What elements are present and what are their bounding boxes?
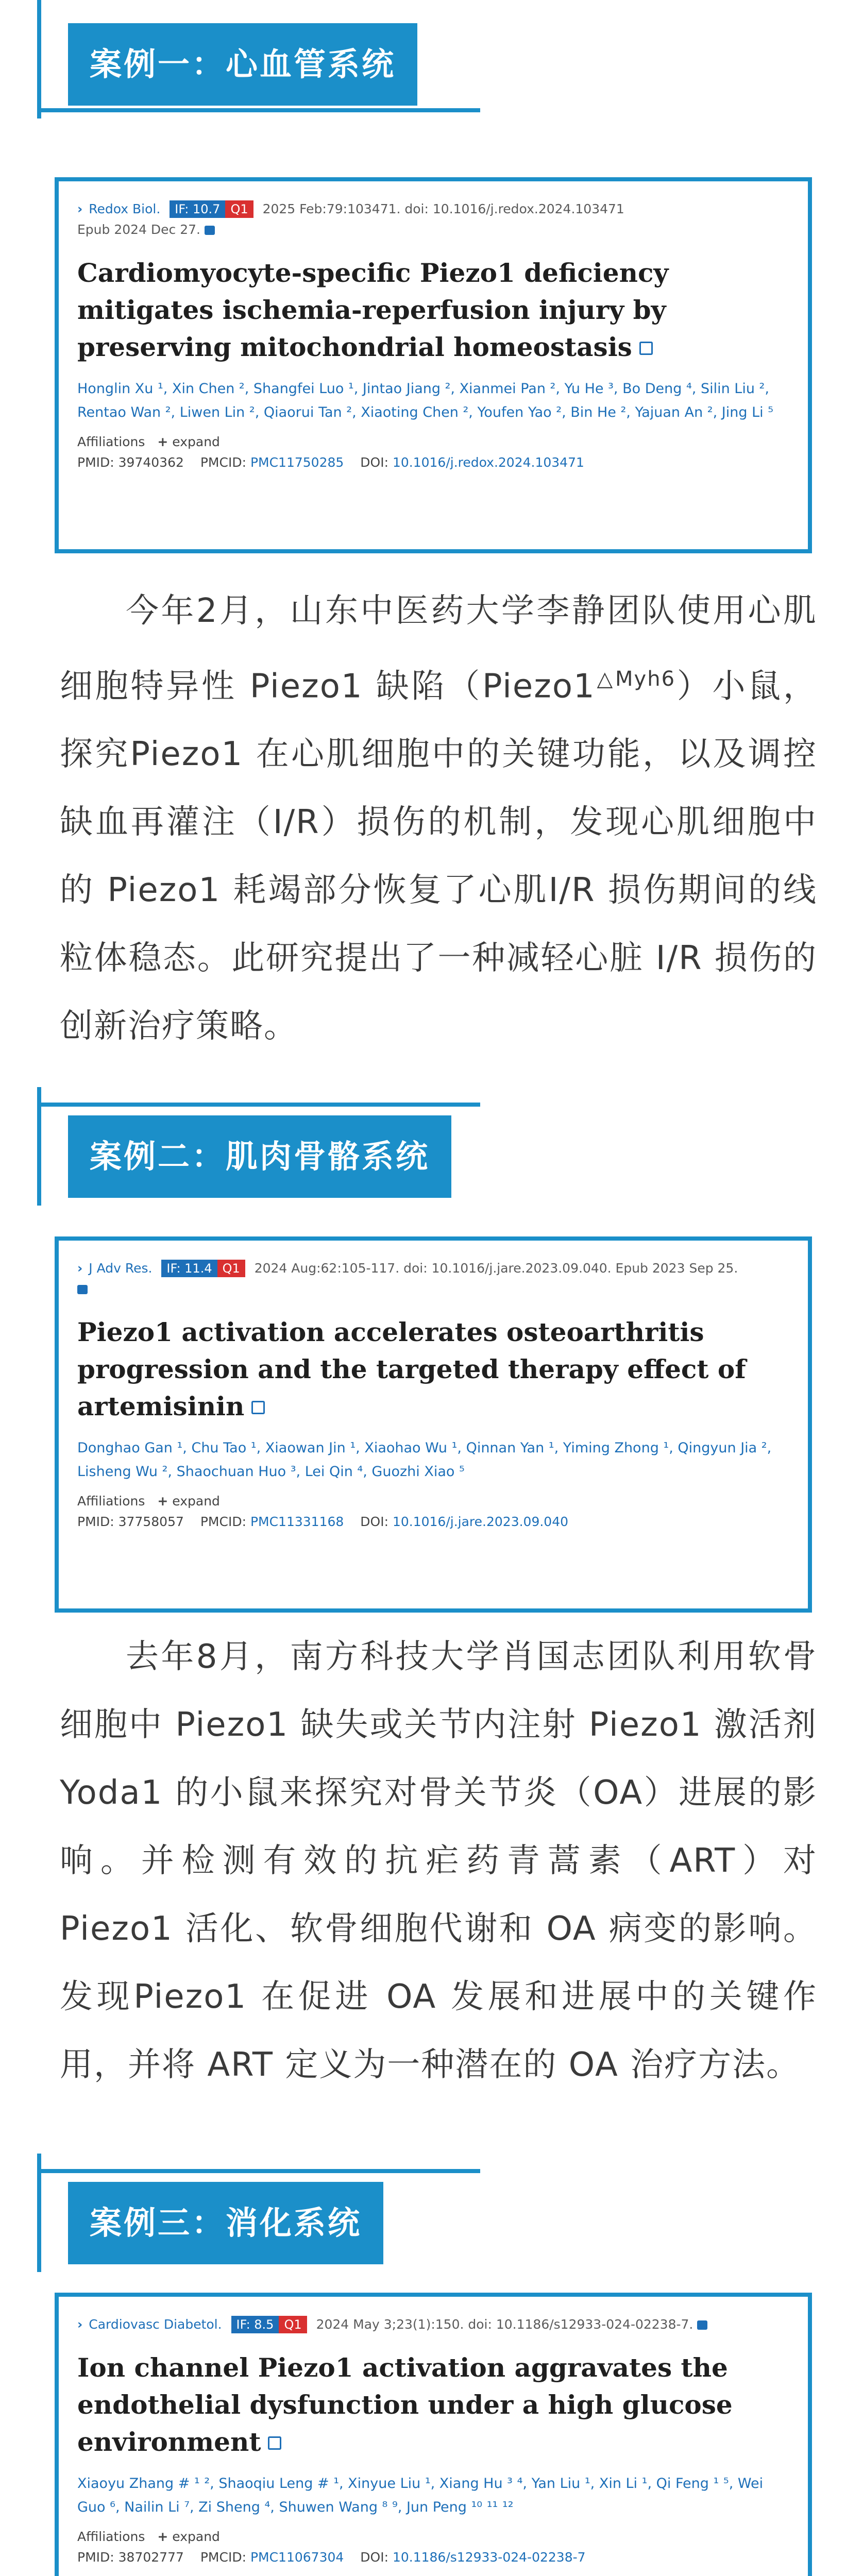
case-1-paragraph: 今年2月，山东中医药大学李静团队使用心肌细胞特异性 Piezo1 缺陷$(Piezo1^{\triangle Myh6})$小鼠，探究Piezo1 在心肌细胞中的关键功能，以及调控缺血再灌注（I/R）损伤的机制，发现心肌细胞中的 Piezo1 耗竭部分恢复了心肌I/R 损伤期间的线粒体稳态。此研究提出了一种减轻心脏 I/R 损伤的创新治疗策略。 (60, 592, 818, 1046)
header-accent-line (37, 0, 41, 118)
citation-meta (77, 2314, 788, 2335)
citation-text: 2025 Feb:79:103471. doi: 10.1016/j.redox.2024.103471 (262, 201, 624, 216)
pmcid-link[interactable]: PMC11750285 (250, 455, 344, 470)
journal-link[interactable]: Redox Biol. (89, 201, 161, 216)
doi-label: DOI: (360, 455, 388, 470)
paper-title-text[interactable]: Ion channel Piezo1 activation aggravates the endothelial dysfunction under a high glucose environment (77, 2352, 733, 2457)
doi-link[interactable]: 10.1016/j.jare.2023.09.040 (392, 1514, 569, 1529)
case-1-header (0, 0, 863, 118)
journal-link[interactable]: J Adv Res. (89, 1261, 153, 1276)
epub-text: Epub 2024 Dec 27. (77, 222, 200, 237)
doi-label: DOI: (360, 1514, 388, 1529)
paper-title[interactable] (77, 2349, 788, 2461)
plus-icon[interactable]: + (157, 434, 168, 449)
quartile-badge: Q1 (279, 2316, 307, 2333)
case-3-title: 案例三：消化系统 (68, 2182, 383, 2264)
copy-icon[interactable] (268, 2436, 281, 2450)
pmcid-link[interactable]: PMC11331168 (250, 1514, 344, 1529)
chevron-right-icon: › (77, 1261, 83, 1276)
header-accent-line (37, 108, 480, 112)
expand-link[interactable]: expand (172, 434, 220, 449)
identifiers-row (77, 452, 788, 473)
affiliations-label: Affiliations (77, 2529, 145, 2544)
doi-link[interactable]: 10.1016/j.redox.2024.103471 (392, 455, 584, 470)
author-list[interactable]: Xiaoyu Zhang # ¹ ², Shaoqiu Leng # ¹, Xinyue Liu ¹, Xiang Hu ³ ⁴, Yan Liu ¹, Xin Li ¹, Qi Feng ¹ ⁵, Wei Guo ⁶, Nailin Li ⁷, Zi Sheng ⁴, Shuwen Wang ⁸ ⁹, Jun Peng ¹⁰ ¹¹ ¹² (77, 2476, 764, 2515)
case-1-citation-card (55, 177, 812, 553)
paper-title[interactable] (77, 1314, 788, 1425)
case-2-header (0, 1087, 863, 1206)
chevron-right-icon: › (77, 201, 83, 216)
citation-meta (77, 199, 788, 219)
pmid: PMID: 39740362 (77, 455, 184, 470)
identifiers-row (77, 1512, 788, 1532)
expand-link[interactable]: expand (172, 1494, 220, 1509)
affiliations-row (77, 432, 788, 452)
pmcid-label: PMCID: (200, 1514, 246, 1529)
affiliations-row (77, 2527, 788, 2547)
pmcid-label: PMCID: (200, 455, 246, 470)
header-accent-line (37, 1103, 480, 1107)
doi-label: DOI: (360, 2550, 388, 2565)
author-list[interactable]: Donghao Gan ¹, Chu Tao ¹, Xiaowan Jin ¹, Xiaohao Wu ¹, Qinnan Yan ¹, Yiming Zhong ¹, Qingyun Jia ², Lisheng Wu ², Shaochuan Huo ³, Lei Qin ⁴, Guozhi Xiao ⁵ (77, 1440, 772, 1480)
pmcid-label: PMCID: (200, 2550, 246, 2565)
case-2-title: 案例二：肌肉骨骼系统 (68, 1115, 451, 1198)
journal-link[interactable]: Cardiovasc Diabetol. (89, 2317, 222, 2332)
author-list[interactable]: Honglin Xu ¹, Xin Chen ², Shangfei Luo ¹, Jintao Jiang ², Xianmei Pan ², Yu He ³, Bo Deng ⁴, Silin Liu ², Rentao Wan ², Liwen Lin ², Qiaorui Tan ², Xiaoting Chen ², Youfen Yao ², Bin He ², Yajuan An ², Jing Li ⁵ (77, 381, 774, 420)
citation-meta (77, 1258, 788, 1279)
pmid: PMID: 37758057 (77, 1514, 184, 1529)
citation-text: 2024 Aug:62:105-117. doi: 10.1016/j.jare.2023.09.040. Epub 2023 Sep 25. (254, 1261, 738, 1276)
lock-icon (205, 226, 215, 235)
case-2-citation-card (55, 1236, 812, 1613)
citation-text: 2024 May 3;23(1):150. doi: 10.1186/s12933-024-02238-7. (316, 2317, 693, 2332)
expand-link[interactable]: expand (172, 2529, 220, 2544)
pmid: PMID: 38702777 (77, 2550, 184, 2565)
quartile-badge: Q1 (217, 1260, 245, 1277)
epub-line (77, 219, 788, 240)
lock-icon (77, 1285, 88, 1294)
pmcid-link[interactable]: PMC11067304 (250, 2550, 344, 2565)
case-1-title: 案例一：心血管系统 (68, 23, 417, 106)
paper-title-text[interactable]: Cardiomyocyte-specific Piezo1 deficiency mitigates ischemia-reperfusion injury by preserving mitochondrial homeostasis (77, 258, 669, 362)
affiliations-label: Affiliations (77, 1494, 145, 1509)
paper-title-text[interactable]: Piezo1 activation accelerates osteoarthritis progression and the targeted therapy effect of artemisinin (77, 1317, 746, 1421)
impact-factor-badge: IF: 10.7 (170, 200, 225, 218)
plus-icon[interactable]: + (157, 2529, 168, 2544)
copy-icon[interactable] (639, 342, 653, 355)
case-3-citation-card (55, 2293, 812, 2576)
affiliations-row (77, 1491, 788, 1512)
doi-link[interactable]: 10.1186/s12933-024-02238-7 (392, 2550, 586, 2565)
chevron-right-icon: › (77, 2317, 83, 2332)
case-2-paragraph: 去年8月，南方科技大学肖国志团队利用软骨细胞中 Piezo1 缺失或关节内注射 Piezo1 激活剂 Yoda1 的小鼠来探究对骨关节炎（OA）进展的影响。并检测有效的抗疟药青蒿素（ART）对 Piezo1 活化、软骨细胞代谢和 OA 病变的影响。发现Piezo1 在促进 OA 发展和进展中的关键作用，并将 ART 定义为一种潜在的 OA 治疗方法。 (60, 1638, 817, 2084)
impact-factor-badge: IF: 11.4 (161, 1260, 217, 1277)
quartile-badge: Q1 (225, 200, 253, 218)
epub-line (77, 1279, 788, 1299)
impact-factor-badge: IF: 8.5 (231, 2316, 279, 2333)
affiliations-label: Affiliations (77, 434, 145, 449)
copy-icon[interactable] (251, 1401, 265, 1414)
lock-icon (697, 2320, 707, 2330)
plus-icon[interactable]: + (157, 1494, 168, 1509)
case-3-header (0, 2154, 863, 2272)
header-accent-line (37, 2169, 480, 2173)
paper-title[interactable] (77, 255, 788, 366)
identifiers-row (77, 2547, 788, 2568)
